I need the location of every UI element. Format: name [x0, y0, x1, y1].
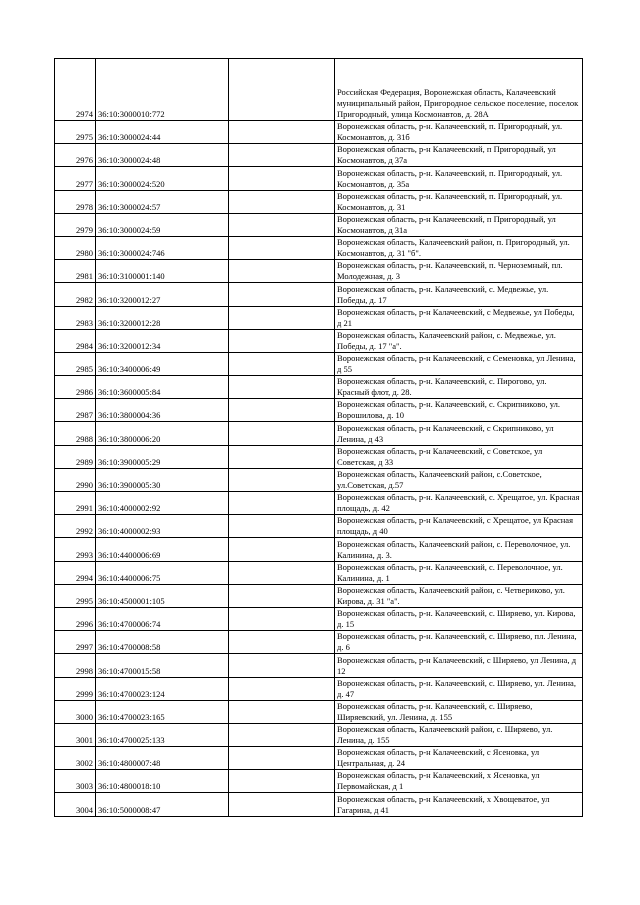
row-number-cell: 3004 [55, 793, 96, 816]
empty-cell [229, 515, 335, 538]
address-cell: Воронежская область, Калачеевский район, с. Переволочное, ул. Калинина, д. 3. [335, 538, 583, 561]
table-row [55, 306, 583, 329]
table-row [55, 213, 583, 236]
empty-cell [229, 561, 335, 584]
table-row [55, 747, 583, 770]
address-cell: Воронежская область, р-н. Калачеевский, с. Ширяево, пл. Ленина, д. 6 [335, 631, 583, 654]
empty-cell [229, 723, 335, 746]
row-number-cell: 2985 [55, 352, 96, 375]
row-number-cell: 2996 [55, 607, 96, 630]
cadastral-number-cell: 36:10:3000024:746 [96, 236, 229, 259]
row-number-cell: 2981 [55, 260, 96, 283]
table-row [55, 59, 583, 121]
row-number-cell: 2997 [55, 631, 96, 654]
empty-cell [229, 59, 335, 121]
table-row [55, 329, 583, 352]
table-row [55, 492, 583, 515]
row-number-cell: 2986 [55, 376, 96, 399]
cadastral-number-cell: 36:10:3600005:84 [96, 376, 229, 399]
row-number-cell: 2988 [55, 422, 96, 445]
empty-cell [229, 306, 335, 329]
empty-cell [229, 468, 335, 491]
empty-cell [229, 770, 335, 793]
table-row [55, 190, 583, 213]
table-row [55, 561, 583, 584]
address-cell: Воронежская область, р-н. Калачеевский, с. Скрипниково, ул. Ворошилова, д. 10 [335, 399, 583, 422]
row-number-cell: 2979 [55, 213, 96, 236]
table-row [55, 770, 583, 793]
empty-cell [229, 677, 335, 700]
empty-cell [229, 213, 335, 236]
empty-cell [229, 445, 335, 468]
address-cell: Воронежская область, р-н. Калачеевский, п. Черноземный, пл. Молодежная, д. 3 [335, 260, 583, 283]
address-cell: Воронежская область, Калачеевский район, с. Ширяево, ул. Ленина, д. 155 [335, 723, 583, 746]
row-number-cell: 3000 [55, 700, 96, 723]
cadastral-number-cell: 36:10:3000024:48 [96, 144, 229, 167]
empty-cell [229, 167, 335, 190]
cadastral-number-cell: 36:10:3000010:772 [96, 59, 229, 121]
cadastral-number-cell: 36:10:3000024:59 [96, 213, 229, 236]
address-cell: Воронежская область, р-н Калачеевский, с Ясеновка, ул Центральная, д. 24 [335, 747, 583, 770]
address-cell: Воронежская область, р-н Калачеевский, с Семеновка, ул Ленина, д 55 [335, 352, 583, 375]
address-cell: Воронежская область, р-н. Калачеевский, п. Пригородный, ул. Космонавтов, д. 31б [335, 121, 583, 144]
table-row [55, 236, 583, 259]
cadastral-number-cell: 36:10:3200012:27 [96, 283, 229, 306]
empty-cell [229, 538, 335, 561]
address-cell: Воронежская область, р-н. Калачеевский, с. Ширяево, ул. Кирова, д. 15 [335, 607, 583, 630]
row-number-cell: 2982 [55, 283, 96, 306]
cadastral-number-cell: 36:10:4700015:58 [96, 654, 229, 677]
table-row [55, 468, 583, 491]
cadastral-number-cell: 36:10:4700006:74 [96, 607, 229, 630]
cadastral-number-cell: 36:10:3000024:57 [96, 190, 229, 213]
row-number-cell: 2987 [55, 399, 96, 422]
table-row [55, 654, 583, 677]
empty-cell [229, 144, 335, 167]
cadastral-number-cell: 36:10:4400006:75 [96, 561, 229, 584]
cadastral-number-cell: 36:10:4700008:58 [96, 631, 229, 654]
cadastral-number-cell: 36:10:4700025:133 [96, 723, 229, 746]
empty-cell [229, 747, 335, 770]
empty-cell [229, 793, 335, 816]
empty-cell [229, 329, 335, 352]
row-number-cell: 2994 [55, 561, 96, 584]
row-number-cell: 2976 [55, 144, 96, 167]
cadastral-number-cell: 36:10:4800007:48 [96, 747, 229, 770]
address-cell: Воронежская область, р-н Калачеевский, с Хрещатое, ул Красная площадь, д 40 [335, 515, 583, 538]
address-cell: Воронежская область, р-н. Калачеевский, п. Пригородный, ул. Космонавтов, д. 35а [335, 167, 583, 190]
cadastral-number-cell: 36:10:3000024:520 [96, 167, 229, 190]
address-cell: Воронежская область, р-н. Калачеевский, с. Ширяево, ул. Ленина, д. 47 [335, 677, 583, 700]
address-cell: Воронежская область, р-н. Калачеевский, с. Переволочное, ул. Калинина, д. 1 [335, 561, 583, 584]
address-cell: Воронежская область, Калачеевский район, с. Медвежье, ул. Победы, д. 17 "а". [335, 329, 583, 352]
address-cell: Воронежская область, р-н. Калачеевский, п. Пригородный, ул. Космонавтов, д. 31 [335, 190, 583, 213]
cadastral-number-cell: 36:10:3800006:20 [96, 422, 229, 445]
address-cell: Воронежская область, р-н Калачеевский, с Медвежье, ул Победы, д 21 [335, 306, 583, 329]
row-number-cell: 2990 [55, 468, 96, 491]
cadastral-number-cell: 36:10:4800018:10 [96, 770, 229, 793]
table-row [55, 445, 583, 468]
empty-cell [229, 492, 335, 515]
row-number-cell: 2999 [55, 677, 96, 700]
cadastral-number-cell: 36:10:4400006:69 [96, 538, 229, 561]
address-cell: Воронежская область, р-н Калачеевский, с Ширяево, ул Ленина, д 12 [335, 654, 583, 677]
cadastral-number-cell: 36:10:3900005:29 [96, 445, 229, 468]
empty-cell [229, 654, 335, 677]
cadastral-number-cell: 36:10:4700023:124 [96, 677, 229, 700]
cadastral-number-cell: 36:10:4000002:92 [96, 492, 229, 515]
cadastral-number-cell: 36:10:3200012:34 [96, 329, 229, 352]
cadastral-number-cell: 36:10:3100001:140 [96, 260, 229, 283]
empty-cell [229, 607, 335, 630]
row-number-cell: 2993 [55, 538, 96, 561]
address-cell: Воронежская область, р-н Калачеевский, х Хвощеватое, ул Гагарина, д 41 [335, 793, 583, 816]
empty-cell [229, 352, 335, 375]
row-number-cell: 3002 [55, 747, 96, 770]
cadastral-number-cell: 36:10:3800004:36 [96, 399, 229, 422]
address-cell: Воронежская область, р-н Калачеевский, п Пригородный, ул Космонавтов, д 31а [335, 213, 583, 236]
table-row [55, 260, 583, 283]
table-row [55, 376, 583, 399]
address-cell: Воронежская область, р-н Калачеевский, п Пригородный, ул Космонавтов, д 37а [335, 144, 583, 167]
table-row [55, 607, 583, 630]
row-number-cell: 2992 [55, 515, 96, 538]
empty-cell [229, 399, 335, 422]
address-cell: Воронежская область, Калачеевский район, с. Четвериково, ул. Кирова, д. 31 "а". [335, 584, 583, 607]
table-row [55, 677, 583, 700]
row-number-cell: 2983 [55, 306, 96, 329]
address-cell: Воронежская область, р-н. Калачеевский, с. Пирогово, ул. Красный флот, д. 28. [335, 376, 583, 399]
row-number-cell: 2984 [55, 329, 96, 352]
row-number-cell: 2978 [55, 190, 96, 213]
row-number-cell: 2998 [55, 654, 96, 677]
table-row [55, 723, 583, 746]
row-number-cell: 2980 [55, 236, 96, 259]
empty-cell [229, 283, 335, 306]
row-number-cell: 2995 [55, 584, 96, 607]
cadastral-number-cell: 36:10:4700023:165 [96, 700, 229, 723]
table-row [55, 167, 583, 190]
row-number-cell: 2991 [55, 492, 96, 515]
table-row [55, 352, 583, 375]
empty-cell [229, 631, 335, 654]
row-number-cell: 2974 [55, 59, 96, 121]
cadastral-number-cell: 36:10:4500001:105 [96, 584, 229, 607]
empty-cell [229, 190, 335, 213]
address-cell: Воронежская область, Калачеевский район, п. Пригородный, ул. Космонавтов, д. 31 "б". [335, 236, 583, 259]
registry-table [54, 58, 583, 817]
empty-cell [229, 584, 335, 607]
row-number-cell: 3001 [55, 723, 96, 746]
address-cell: Воронежская область, р-н Калачеевский, с Скрипниково, ул Ленина, д 43 [335, 422, 583, 445]
cadastral-number-cell: 36:10:3200012:28 [96, 306, 229, 329]
address-cell: Российская Федерация, Воронежская область, Калачеевский муниципальный район, Пригородное сельское поселение, поселок Пригородный, улица Космонавтов, д. 28А [335, 59, 583, 121]
table-row [55, 584, 583, 607]
empty-cell [229, 422, 335, 445]
registry-table-body [55, 59, 583, 817]
empty-cell [229, 236, 335, 259]
address-cell: Воронежская область, р-н. Калачеевский, с. Медвежье, ул. Победы, д. 17 [335, 283, 583, 306]
cadastral-number-cell: 36:10:5000008:47 [96, 793, 229, 816]
cadastral-number-cell: 36:10:3400006:49 [96, 352, 229, 375]
empty-cell [229, 376, 335, 399]
address-cell: Воронежская область, р-н Калачеевский, с Советское, ул Советская, д 33 [335, 445, 583, 468]
address-cell: Воронежская область, р-н. Калачеевский, с. Хрещатое, ул. Красная площадь, д. 42 [335, 492, 583, 515]
empty-cell [229, 260, 335, 283]
table-row [55, 538, 583, 561]
empty-cell [229, 700, 335, 723]
table-row [55, 631, 583, 654]
row-number-cell: 2975 [55, 121, 96, 144]
row-number-cell: 2977 [55, 167, 96, 190]
cadastral-number-cell: 36:10:3000024:44 [96, 121, 229, 144]
table-row [55, 515, 583, 538]
address-cell: Воронежская область, р-н Калачеевский, х Ясеновка, ул Первомайская, д 1 [335, 770, 583, 793]
address-cell: Воронежская область, Калачеевский район, с.Советское, ул.Советская, д.57 [335, 468, 583, 491]
cadastral-number-cell: 36:10:3900005:30 [96, 468, 229, 491]
row-number-cell: 2989 [55, 445, 96, 468]
address-cell: Воронежская область, р-н. Калачеевский, с. Ширяево, Ширяевский, ул. Ленина, д. 155 [335, 700, 583, 723]
table-row [55, 399, 583, 422]
table-row [55, 144, 583, 167]
empty-cell [229, 121, 335, 144]
table-row [55, 793, 583, 816]
row-number-cell: 3003 [55, 770, 96, 793]
table-row [55, 121, 583, 144]
table-row [55, 422, 583, 445]
table-row [55, 700, 583, 723]
cadastral-number-cell: 36:10:4000002:93 [96, 515, 229, 538]
table-row [55, 283, 583, 306]
